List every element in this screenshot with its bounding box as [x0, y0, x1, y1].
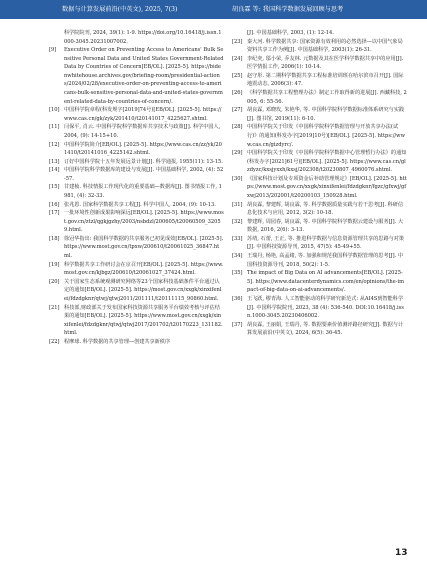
reference-number: [19] [49, 261, 60, 268]
reference-number: [31] [232, 201, 243, 208]
reference-entry [49, 46, 224, 106]
reference-entry [232, 175, 407, 201]
reference-entry [232, 235, 407, 252]
reference-text: The impact of Big Data on AI advancements[EB/OL]. [2025-5]. https://www.datacenterdynamics.com/en/opinions/the-impact-of-big-data-on-ai-advancements/. [247, 270, 404, 294]
reference-text: 一批环境性创新成果影响深远[EB/OL]. [2025-5]. https://www.most.gov.cn/ztzl/qgkjgzhy/2003/nsbdzl/200605/t20060509_32059.html. [64, 210, 224, 234]
reference-list-left [49, 46, 224, 346]
reference-entry [232, 252, 407, 269]
reference-number: [37] [232, 321, 243, 328]
reference-number: [20] [49, 278, 60, 285]
reference-text: 李纪奕, 邬小荣, 乔友林. 元数据及其在医学科学数据共享中的应用[J]. 医学情报工作, 2006(1): 10-14. [247, 55, 404, 71]
reference-number: [36] [232, 295, 243, 302]
reference-number: [16] [49, 201, 60, 208]
reference-entry [232, 72, 407, 89]
reference-number: [24] [232, 55, 243, 62]
reference-number: [11] [49, 124, 60, 131]
reference-text: 黎建辉, 周园春, 胡良霖, 等. 中国科学院科学数据云建设与服务[J]. 大数据, 2016, 2(6): 3-13. [247, 218, 404, 234]
reference-text: 王瑞丹, 杨艳, 高孟绪, 等. 加强和规范我国科学数据管理的思考[J]. 中国科技资源导刊, 2018, 50(2): 1-5. [247, 253, 404, 268]
reference-text: 秦大河. 科学数据共享: 国家资源有效利用的必然选择—以中国气象局资料共享工作为例[J]. 中国基础科学, 2003(1): 26-31. [247, 38, 403, 54]
reference-number: [35] [232, 270, 243, 277]
reference-number: [10] [49, 107, 60, 114]
reference-entry [49, 278, 224, 304]
page-number: 13 [395, 548, 408, 558]
reference-entry [49, 209, 224, 235]
reference-entry [49, 158, 224, 167]
reference-text: 订好中国科学院十五年发展远景计划[J]. 科学通报, 1955(11): 13-15. [64, 158, 223, 165]
reference-text: 甘建桢. 科技情报工作现代化的重要基础—数据库[J]. 图书情报工作, 1981, (4): 32-33. [64, 184, 222, 199]
reference-text: 胡良霖, 王丽娟, 王瑞丹, 等. 数据要素价值测评路径研究[J]. 数据与计算发展前沿(中英文), 2024, 6(5): 36-45. [247, 321, 404, 337]
reference-text: 中国科学院关于印发《中国科学院科学数据中心管理暂行办法》的通知(科发办字[2021]61号)[EB/OL]. [2025-5]. https://www.cas.cn/glzdyzc/kxsjyxxh/kxsj/202308/t20230807_4960076.shtml. [247, 150, 407, 174]
reference-text: 程摩球. 科学数据的共享管理—创建共享新秩序 [64, 338, 171, 345]
reference-entry [49, 183, 224, 200]
reference-number: [21] [49, 304, 60, 311]
reference-text: 徐冠华指出: 我国科学数据的共享服务已初见成效[EB/OL]. [2025-5]. https://www.most.gov.cn/tpxw/200610/t20061025_36847.html. [64, 235, 224, 260]
reference-entry [232, 89, 407, 106]
reference-number: [34] [232, 253, 243, 260]
reference-entry [49, 201, 224, 210]
reference-text: 胡良霖, 邓晓玫, 朱艳华, 等. 中国科学院科学数据标准体系研究与实践[J]. 图书馆, 2019(11): 6-10. [247, 107, 405, 122]
reference-entry [232, 201, 407, 218]
reference-number: [32] [232, 218, 243, 225]
reference-number: [14] [49, 167, 60, 174]
journal-title: 数据与计算发展前沿(中英文), 2025, 7(3) [62, 6, 178, 13]
reference-number: [25] [232, 72, 243, 79]
reference-text: 闫保平, 肖云. 中国科学院科学数据库共享技术与政策[J]. 科学中国人, 2004, (9): 14-15+10. [64, 124, 221, 139]
reference-text: 科技部,财政部关于发布国家科技资源共享服务平台绩效考核与评估结果的通知[EB/OL]. [2025-5]. https://www.most.gov.cn/xxgk/xinxifenlei/fdzdgknr/qtwj/qtwj2017/201702/t20170223_131182.html. [64, 304, 223, 337]
reference-text: 《科学数据共享工程整理办法》制定工作取得新的进展[J]. 西藏科技, 2005, 6: 55-56. [247, 90, 407, 105]
reference-entry [49, 123, 224, 140]
reference-number: [23] [232, 38, 243, 45]
reference-text: 科学数据共享工作研讨会在京召开[EB/OL]. [2025-5]. https://www.most.gov.cn/kjbgz/200610/t20061027_37424.html. [64, 261, 224, 277]
reference-continuation: 科学院院刊, 2024, 39(1): 1-9. https://doi.org/10.16418/j.issn.1000-3045.20231007002. [64, 30, 222, 45]
article-title: 胡良霖 等: 我国科学数据发展回顾与思考 [232, 6, 344, 13]
reference-number: [28] [232, 124, 243, 131]
reference-entry [232, 149, 407, 175]
reference-number: [13] [49, 158, 60, 165]
reference-column-right [232, 29, 407, 338]
reference-text: 张兆恩. 国家科学数据共享工程[J]. 科学中国人, 2004, (9): 10-13. [64, 201, 216, 208]
reference-text: Executive Order on Preventing Access to Americans' Bulk Sensitive Personal Data and United States Government-Related Data by Countries of Concern[EB/OL]. [2025-5]. https://bidenwhitehouse.archives.gov/briefing-room/presidential-actions/2024/02/28/executive-order-on-preventing-access-to-americans-bulk-sensitive-personal-data-and-united-states-government-related-data-by-countries-of-concern/. [64, 47, 224, 105]
reference-entry [232, 38, 407, 55]
reference-number: [30] [232, 175, 243, 182]
reference-entry [232, 106, 407, 123]
reference-number: [12] [49, 141, 60, 148]
reference-text: 胡良霖, 黎建辉, 胡良霖, 等. 科学数据质量实践与若干思考[J]. 科研信息化技术与应用, 2012, 3(2): 10-18. [247, 201, 404, 217]
reference-column-left [49, 29, 224, 346]
reference-text: 中国科学院简介[EB/OL]. [2025-5]. https://www.cas.cn/zz/yk/201410/t20141016_4225142.shtml. [64, 141, 222, 157]
reference-number: [15] [49, 184, 60, 191]
reference-entry [232, 269, 407, 295]
reference-entry [49, 338, 224, 347]
reference-text: 赵守彤. 第二期科学数据共享工程标准培训班在哈尔滨市召开[J]. 国际地震动态, 2006(3): 47. [247, 72, 404, 88]
reference-number: [18] [49, 235, 60, 242]
reference-text: 苏靖, 石蕾, 王正, 等. 推进科学数据与信息资源管理共享的思路与对策[J]. 中国科技资源导刊, 2015, 47(5): 45-49+55. [247, 235, 405, 251]
reference-continuation: [J]. 中国基础科学, 2003, (1): 12-14. [247, 30, 334, 36]
running-header [0, 0, 427, 19]
reference-entry [232, 123, 407, 149]
reference-text: 中国科学院关于印发《中国科学院科学数据管理与开放共享办法(试行)》的通知(科发办字[2019]10号)[EB/OL]. [2025-5]. https://www.cas.cn/gizdyrc/. [247, 124, 405, 148]
reference-list-right [232, 38, 407, 338]
reference-entry [232, 55, 407, 72]
reference-entry [49, 304, 224, 338]
reference-number: [22] [49, 338, 60, 345]
reference-entry [49, 166, 224, 183]
reference-entry [232, 218, 407, 235]
reference-entry [49, 261, 224, 278]
reference-number: [33] [232, 235, 243, 242]
reference-text: 中国科学院科学数据库的建设与发展[J]. 中国基础科学, 2002, (4): 52-57. [64, 167, 224, 182]
reference-entry [232, 295, 407, 321]
reference-text: 《国家科技计划及专项资金后补助管理规定》[EB/OL]. [2025-5]. https://www.most.gov.cn/xxgk/xinxifenlei/fdzdgknr/fgzc/gfxwj/gfxwj2013/202001/t20200103_150928.html. [247, 175, 407, 199]
reference-entry [232, 321, 407, 338]
reference-number: [17] [49, 210, 60, 217]
reference-text: 关于国家生态系统观测研究网络等23个国家科技基础条件平台通过认定的通知[EB/OL]. [2025-5]. https://most.gov.cn/xxgk/xinxifenlei/fdzdgknr/qtwj/qtwj2011/201111/t20111115_90860.html. [64, 278, 222, 302]
reference-entry [49, 141, 224, 158]
reference-text: 中国科学院章程(科发规字[2019]74号)[EB/OL]. [2025-5]. https://www.cas.cn/gk/zyk/201410/t20141017_4225627.shtml. [64, 107, 222, 122]
reference-text: 王飞跃, 缪青海. 人工智能驱动的科学研究新范式: 从AI4S到智能科学[J]. 中国科学院院刊, 2023, 38 (4): 536-540. DOI:10.16418/j.issn.1000-3045.20230406002. [247, 295, 404, 320]
reference-number: [29] [232, 150, 243, 157]
reference-number: [27] [232, 107, 243, 114]
reference-entry [49, 235, 224, 261]
reference-number: [9] [49, 47, 57, 54]
reference-number: [26] [232, 90, 243, 97]
reference-entry [49, 106, 224, 123]
